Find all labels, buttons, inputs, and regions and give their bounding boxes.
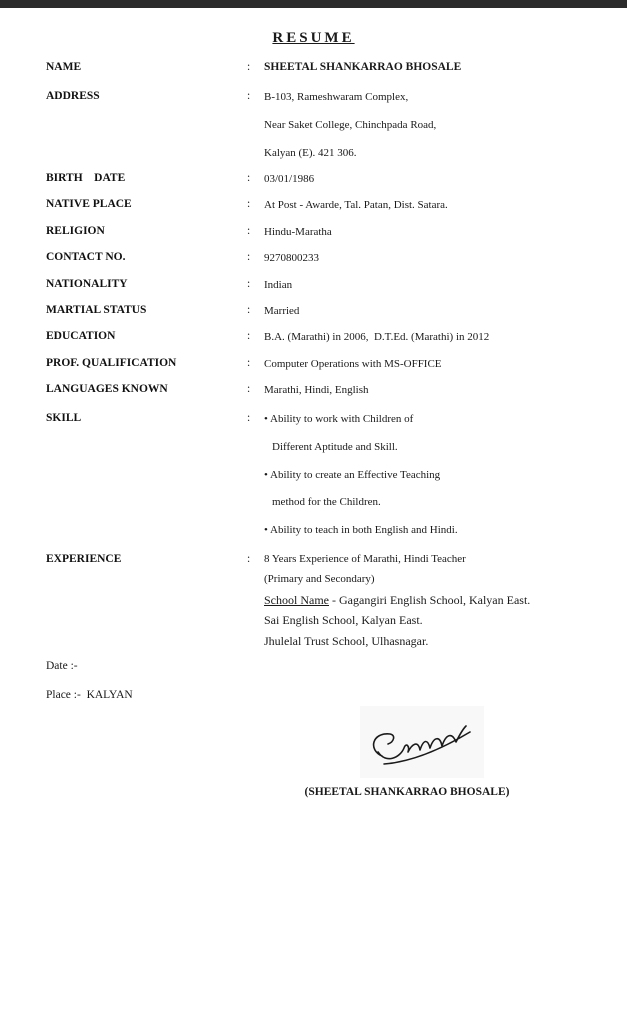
school-name-label: School Name <box>264 593 329 607</box>
date-label: Date :- <box>46 660 78 672</box>
colon-marital-status: : <box>247 304 251 316</box>
label-name: NAME <box>46 61 82 73</box>
label-address: ADDRESS <box>46 90 100 102</box>
colon-native-place: : <box>247 198 251 210</box>
colon-contact-no: : <box>247 251 251 263</box>
label-native-place: NATIVE PLACE <box>46 198 132 210</box>
value-address-line-3: Kalyan (E). 421 306. <box>264 147 357 159</box>
value-contact-no: 9270800233 <box>264 252 319 264</box>
value-skill-line-1: • Ability to work with Children of <box>264 413 414 425</box>
colon-prof-qualification: : <box>247 357 251 369</box>
top-edge-bar <box>0 0 627 8</box>
value-skill-line-5: • Ability to teach in both English and Hindi. <box>264 524 458 536</box>
resume-title-container <box>0 29 627 47</box>
colon-education: : <box>247 330 251 342</box>
value-languages-known: Marathi, Hindi, English <box>264 384 369 396</box>
value-name: SHEETAL SHANKARRAO BHOSALE <box>264 61 462 73</box>
value-skill-line-4: method for the Children. <box>272 496 381 508</box>
label-prof-qualification: PROF. QUALIFICATION <box>46 357 177 369</box>
value-address-line-1: B-103, Rameshwaram Complex, <box>264 91 409 103</box>
colon-birth-date: : <box>247 172 251 184</box>
handwritten-signature <box>360 706 484 778</box>
colon-experience: : <box>247 553 251 565</box>
label-birth-date: BIRTH DATE <box>46 172 126 184</box>
colon-address: : <box>247 90 251 102</box>
value-religion: Hindu-Maratha <box>264 226 332 238</box>
value-experience-school-line <box>264 593 530 608</box>
place-value: KALYAN <box>86 689 133 701</box>
colon-skill: : <box>247 412 251 424</box>
label-education: EDUCATION <box>46 330 116 342</box>
label-languages-known: LANGUAGES KNOWN <box>46 383 168 395</box>
signature-name: (SHEETAL SHANKARRAO BHOSALE) <box>304 786 510 798</box>
value-prof-qualification: Computer Operations with MS-OFFICE <box>264 358 442 370</box>
value-skill-line-2: Different Aptitude and Skill. <box>272 441 398 453</box>
label-contact-no: CONTACT NO. <box>46 251 126 263</box>
value-marital-status: Married <box>264 305 300 317</box>
school-name-value: - Gagangiri English School, Kalyan East. <box>329 593 531 607</box>
value-experience-line-1: 8 Years Experience of Marathi, Hindi Teacher <box>264 553 466 565</box>
label-nationality: NATIONALITY <box>46 278 128 290</box>
colon-nationality: : <box>247 278 251 290</box>
value-skill-line-3: • Ability to create an Effective Teaching <box>264 469 441 481</box>
label-religion: RELIGION <box>46 225 105 237</box>
colon-name: : <box>247 61 251 73</box>
value-native-place: At Post - Awarde, Tal. Patan, Dist. Satara. <box>264 199 448 211</box>
value-experience-line-2: (Primary and Secondary) <box>264 573 375 585</box>
value-education: B.A. (Marathi) in 2006, D.T.Ed. (Marathi) in 2012 <box>264 331 490 343</box>
resume-title: RESUME <box>272 30 355 46</box>
colon-religion: : <box>247 225 251 237</box>
colon-languages-known: : <box>247 383 251 395</box>
value-address-line-2: Near Saket College, Chinchpada Road, <box>264 119 437 131</box>
label-marital-status: MARTIAL STATUS <box>46 304 147 316</box>
value-experience-line-5: Jhulelal Trust School, Ulhasnagar. <box>264 634 429 648</box>
value-nationality: Indian <box>264 279 293 291</box>
place-label: Place :- <box>46 689 81 701</box>
value-birth-date: 03/01/1986 <box>264 173 315 185</box>
label-skill: SKILL <box>46 412 82 424</box>
label-experience: EXPERIENCE <box>46 553 122 565</box>
value-experience-line-4: Sai English School, Kalyan East. <box>264 613 423 627</box>
place-line <box>46 689 133 701</box>
